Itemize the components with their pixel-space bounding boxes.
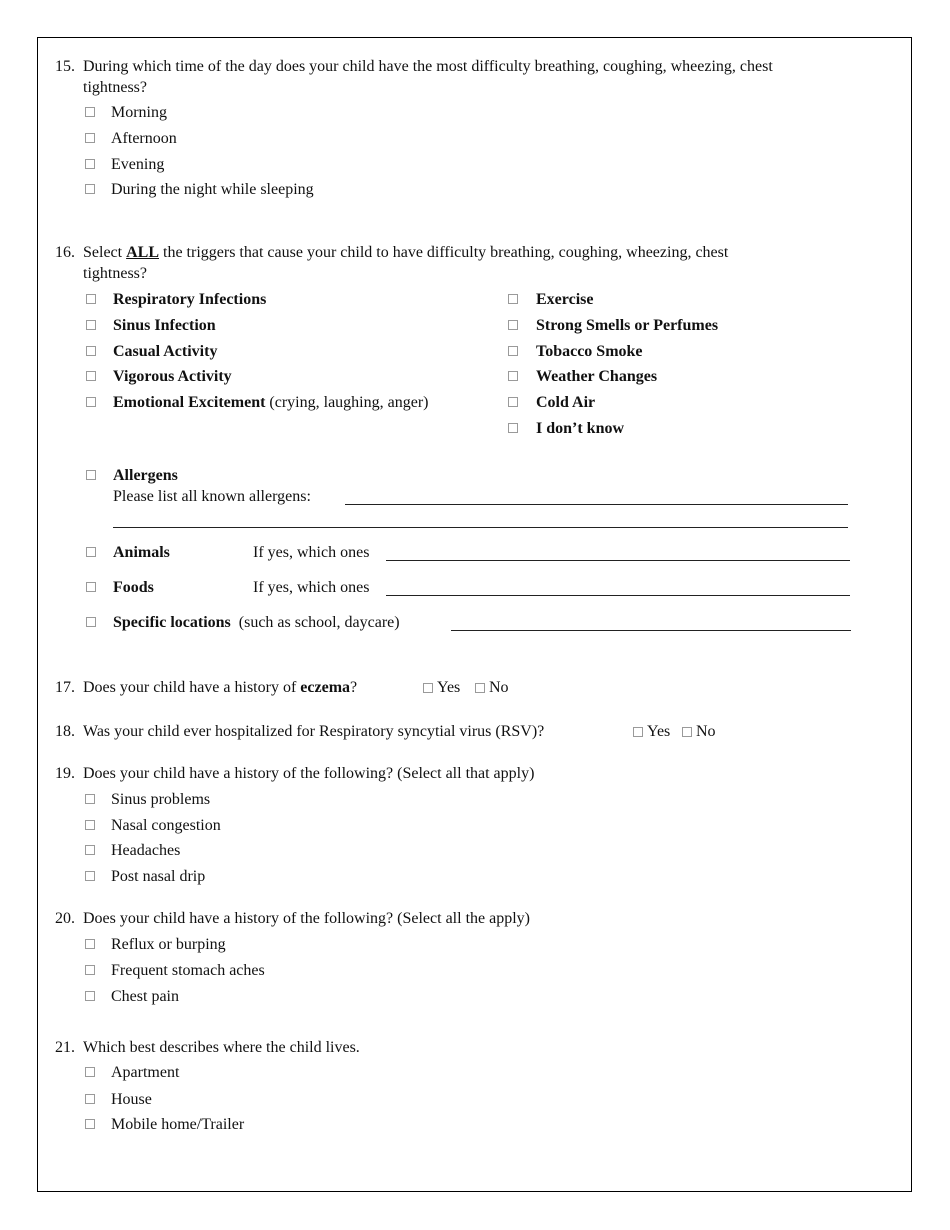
q16-option-label: Weather Changes [536, 368, 658, 385]
q16-locations-label: Specific locations (such as school, daycare) [113, 614, 400, 631]
q16-foods-prompt: If yes, which ones [253, 579, 370, 596]
q19-headaches-checkbox[interactable] [85, 845, 95, 855]
q16-number: 16. [55, 244, 75, 261]
q15-option-label: During the night while sleeping [111, 181, 314, 198]
q16-option-label: Strong Smells or Perfumes [536, 317, 719, 334]
q16-emotional-excitement-checkbox[interactable] [86, 397, 96, 407]
q19-sinus-problems-checkbox[interactable] [85, 794, 95, 804]
q16-allergens-input-line-2[interactable] [113, 527, 848, 528]
q15-morning-checkbox[interactable] [85, 107, 95, 117]
q16-respiratory-infections-checkbox[interactable] [86, 294, 96, 304]
q21-text: Which best describes where the child lives. [83, 1039, 360, 1056]
q16-foods-input-line[interactable] [386, 595, 850, 596]
q17-no-checkbox[interactable] [475, 683, 485, 693]
q16-allergens-input-line[interactable] [345, 504, 848, 505]
q15-text: During which time of the day does your child have the most difficulty breathing, coughing, wheezing, chest [83, 58, 773, 75]
q16-option-label: Emotional Excitement (crying, laughing, anger) [113, 394, 429, 411]
q16-option-label: Respiratory Infections [113, 291, 267, 308]
q16-animals-checkbox[interactable] [86, 547, 96, 557]
q21-number: 21. [55, 1039, 75, 1056]
q19-option-label: Post nasal drip [111, 868, 206, 885]
q16-animals-label: Animals [113, 544, 170, 561]
q16-animals-prompt: If yes, which ones [253, 544, 370, 561]
q20-option-label: Reflux or burping [111, 936, 226, 953]
q16-animals-input-line[interactable] [386, 560, 850, 561]
q17-yes-checkbox[interactable] [423, 683, 433, 693]
q20-option-label: Frequent stomach aches [111, 962, 265, 979]
q17-number: 17. [55, 679, 75, 696]
q16-option-label: Tobacco Smoke [536, 343, 643, 360]
q17-yes-option[interactable]: Yes [423, 678, 460, 698]
q17-text: Does your child have a history of eczema? [83, 679, 358, 696]
q15-text-cont: tightness? [83, 79, 147, 96]
q21-apartment-checkbox[interactable] [85, 1067, 95, 1077]
q21-option-label: Mobile home/Trailer [111, 1116, 245, 1133]
q18-yes-checkbox[interactable] [633, 727, 643, 737]
q16-option-label: I don’t know [536, 420, 625, 437]
q19-option-label: Sinus problems [111, 791, 211, 808]
q16-weather-changes-checkbox[interactable] [508, 371, 518, 381]
q20-stomach-aches-checkbox[interactable] [85, 965, 95, 975]
q16-text-cont: tightness? [83, 265, 147, 282]
q19-option-label: Nasal congestion [111, 817, 221, 834]
q15-evening-checkbox[interactable] [85, 159, 95, 169]
q16-dont-know-checkbox[interactable] [508, 423, 518, 433]
q18-no-option[interactable]: No [682, 722, 716, 742]
q16-locations-checkbox[interactable] [86, 617, 96, 627]
q16-option-label: Casual Activity [113, 343, 218, 360]
q16-text: Select ALL the triggers that cause your child to have difficulty breathing, coughing, wheezing, chest [83, 244, 729, 261]
q20-reflux-checkbox[interactable] [85, 939, 95, 949]
q18-yes-option[interactable]: Yes [633, 722, 670, 742]
q16-strong-smells-checkbox[interactable] [508, 320, 518, 330]
q16-option-label: Vigorous Activity [113, 368, 232, 385]
q16-exercise-checkbox[interactable] [508, 294, 518, 304]
q16-option-label: Sinus Infection [113, 317, 216, 334]
q19-text: Does your child have a history of the following? (Select all that apply) [83, 765, 535, 782]
q21-option-label: House [111, 1091, 152, 1108]
q16-casual-activity-checkbox[interactable] [86, 346, 96, 356]
q15-option-label: Evening [111, 156, 165, 173]
q15-night-checkbox[interactable] [85, 184, 95, 194]
q20-chest-pain-checkbox[interactable] [85, 991, 95, 1001]
q16-allergens-label: Allergens [113, 467, 178, 484]
q16-option-label: Cold Air [536, 394, 596, 411]
q16-cold-air-checkbox[interactable] [508, 397, 518, 407]
q16-locations-input-line[interactable] [451, 630, 851, 631]
q16-option-label: Exercise [536, 291, 594, 308]
q16-allergens-prompt: Please list all known allergens: [113, 488, 311, 505]
q18-no-checkbox[interactable] [682, 727, 692, 737]
q20-number: 20. [55, 910, 75, 927]
q15-option-label: Afternoon [111, 130, 177, 147]
q21-house-checkbox[interactable] [85, 1094, 95, 1104]
q20-option-label: Chest pain [111, 988, 179, 1005]
q20-text: Does your child have a history of the following? (Select all the apply) [83, 910, 530, 927]
q16-vigorous-activity-checkbox[interactable] [86, 371, 96, 381]
q16-foods-label: Foods [113, 579, 154, 596]
q15-option-label: Morning [111, 104, 167, 121]
q16-foods-checkbox[interactable] [86, 582, 96, 592]
q21-mobile-home-checkbox[interactable] [85, 1119, 95, 1129]
q18-number: 18. [55, 723, 75, 740]
q19-option-label: Headaches [111, 842, 181, 859]
q19-post-nasal-drip-checkbox[interactable] [85, 871, 95, 881]
q19-number: 19. [55, 765, 75, 782]
q16-allergens-checkbox[interactable] [86, 470, 96, 480]
q16-tobacco-smoke-checkbox[interactable] [508, 346, 518, 356]
q15-afternoon-checkbox[interactable] [85, 133, 95, 143]
q19-nasal-congestion-checkbox[interactable] [85, 820, 95, 830]
q21-option-label: Apartment [111, 1064, 180, 1081]
q18-text: Was your child ever hospitalized for Respiratory syncytial virus (RSV)? [83, 723, 545, 740]
q16-sinus-infection-checkbox[interactable] [86, 320, 96, 330]
q17-no-option[interactable]: No [475, 678, 509, 698]
q15-number: 15. [55, 58, 75, 75]
